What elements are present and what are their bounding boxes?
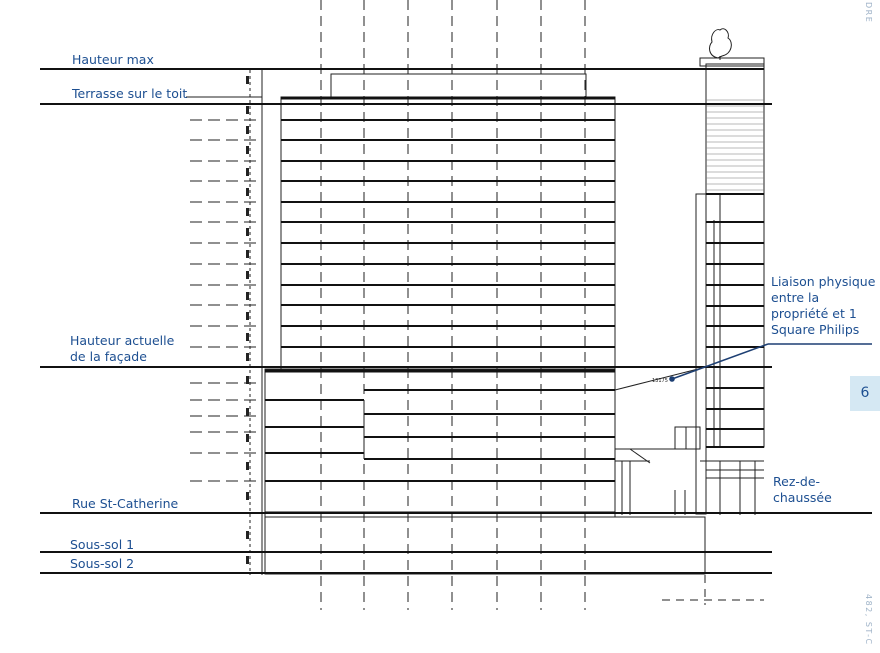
callout-liaison: Liaison physique entre la propriété et 1 Square Philips	[771, 274, 876, 337]
podium-floor-lines	[265, 371, 615, 512]
margin-text-bottom: 482, ST-C	[864, 594, 873, 646]
label-sous-sol-2: Sous-sol 2	[70, 556, 135, 571]
neighbour-floor-lines	[706, 194, 764, 447]
label-terrasse: Terrasse sur le toit	[72, 86, 188, 101]
dimension-ticks	[246, 76, 249, 564]
label-sous-sol-1: Sous-sol 1	[70, 537, 135, 552]
label-hauteur-max: Hauteur max	[72, 52, 154, 67]
dimension-chain	[250, 70, 262, 575]
neighbour-stripes	[706, 100, 764, 190]
tower-floor-lines	[281, 120, 615, 347]
basement	[265, 517, 705, 574]
tower-body	[281, 97, 615, 369]
left-level-dashes	[190, 120, 262, 481]
callout-dimension: 13175	[652, 378, 668, 384]
lower-dashes	[662, 575, 764, 605]
page-number-tab[interactable]: 6	[850, 376, 880, 411]
label-hauteur-actuelle: Hauteur actuelle de la façade	[70, 333, 175, 364]
podium-body	[265, 369, 615, 517]
rooftop-structure	[331, 74, 586, 98]
label-rue-st-catherine: Rue St-Catherine	[72, 496, 179, 511]
tree-icon	[710, 29, 732, 60]
callout-leader	[670, 344, 872, 381]
margin-text-top: DRE	[864, 2, 873, 24]
callout-rez: Rez-de-chaussée	[773, 474, 832, 505]
